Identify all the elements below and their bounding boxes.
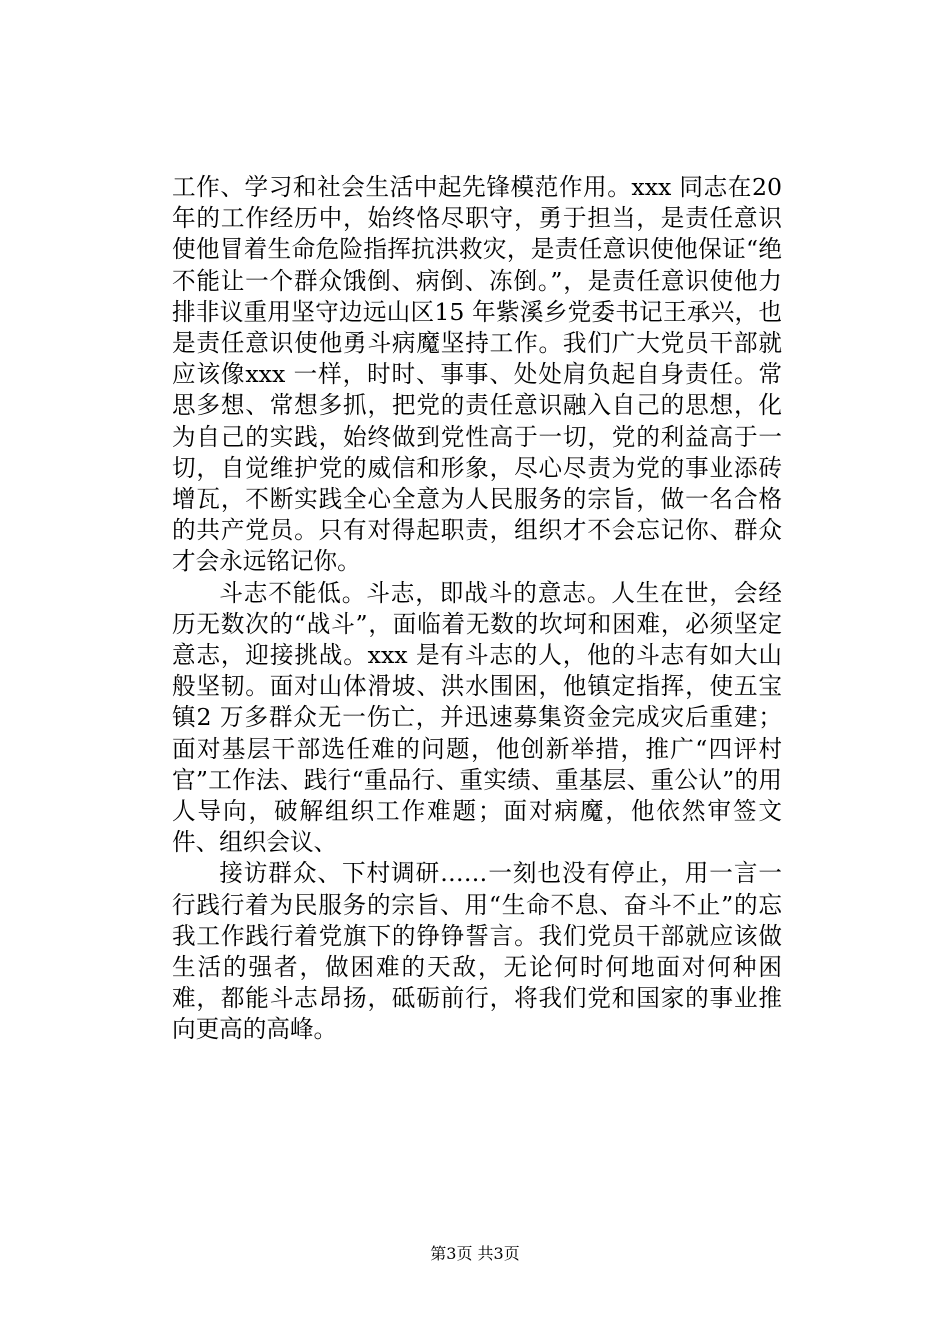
page-footer bbox=[0, 1244, 950, 1264]
paragraph-continuation: 工作、学习和社会生活中起先锋模范作用。xxx 同志在20 年的工作经历中，始终恪尽职守，勇于担当，是责任意识使他冒着生命危险指挥抗洪救灾，是责任意识使他保证“绝不能让一个群众饿倒、病倒、冻倒。”，是责任意识使他力排非议重用坚守边远山区15 年紫溪乡党委书记王承兴，也是责任意识使他勇斗病魔坚持工作。我们广大党员干部就应该像xxx 一样，时时、事事、处处肩负起自身责任。常思多想、常想多抓，把党的责任意识融入自己的思想，化为自己的实践，始终做到党性高于一切，党的利益高于一切，自觉维护党的威信和形象，尽心尽责为党的事业添砖增瓦，不断实践全心全意为人民服务的宗旨，做一名合格的共产党员。只有对得起职责，组织才不会忘记你、群众才会永远铭记你。 bbox=[172, 173, 782, 576]
paragraph-fighting-spirit: 斗志不能低。斗志，即战斗的意志。人生在世，会经历无数次的“战斗”，面临着无数的坎坷和困难，必须坚定意志，迎接挑战。xxx 是有斗志的人，他的斗志有如大山般坚韧。面对山体滑坡、洪水围困，他镇定指挥，使五宝镇2 万多群众无一伤亡，并迅速募集资金完成灾后重建；面对基层干部选任难的问题，他创新举措，推广“四评村官”工作法、践行“重品行、重实绩、重基层、重公认”的用人导向，破解组织工作难题；面对病魔，他依然审签文件、组织会议、 bbox=[172, 578, 782, 857]
page-number: 第3页 共3页 bbox=[430, 1244, 520, 1263]
document-body bbox=[172, 172, 782, 1046]
paragraph-conclusion: 接访群众、下村调研……一刻也没有停止，用一言一行践行着为民服务的宗旨、用“生命不息、奋斗不止”的忘我工作践行着党旗下的铮铮誓言。我们党员干部就应该做生活的强者，做困难的天敌，无论何时何地面对何种困难，都能斗志昂扬，砥砺前行，将我们党和国家的事业推向更高的高峰。 bbox=[172, 859, 782, 1044]
